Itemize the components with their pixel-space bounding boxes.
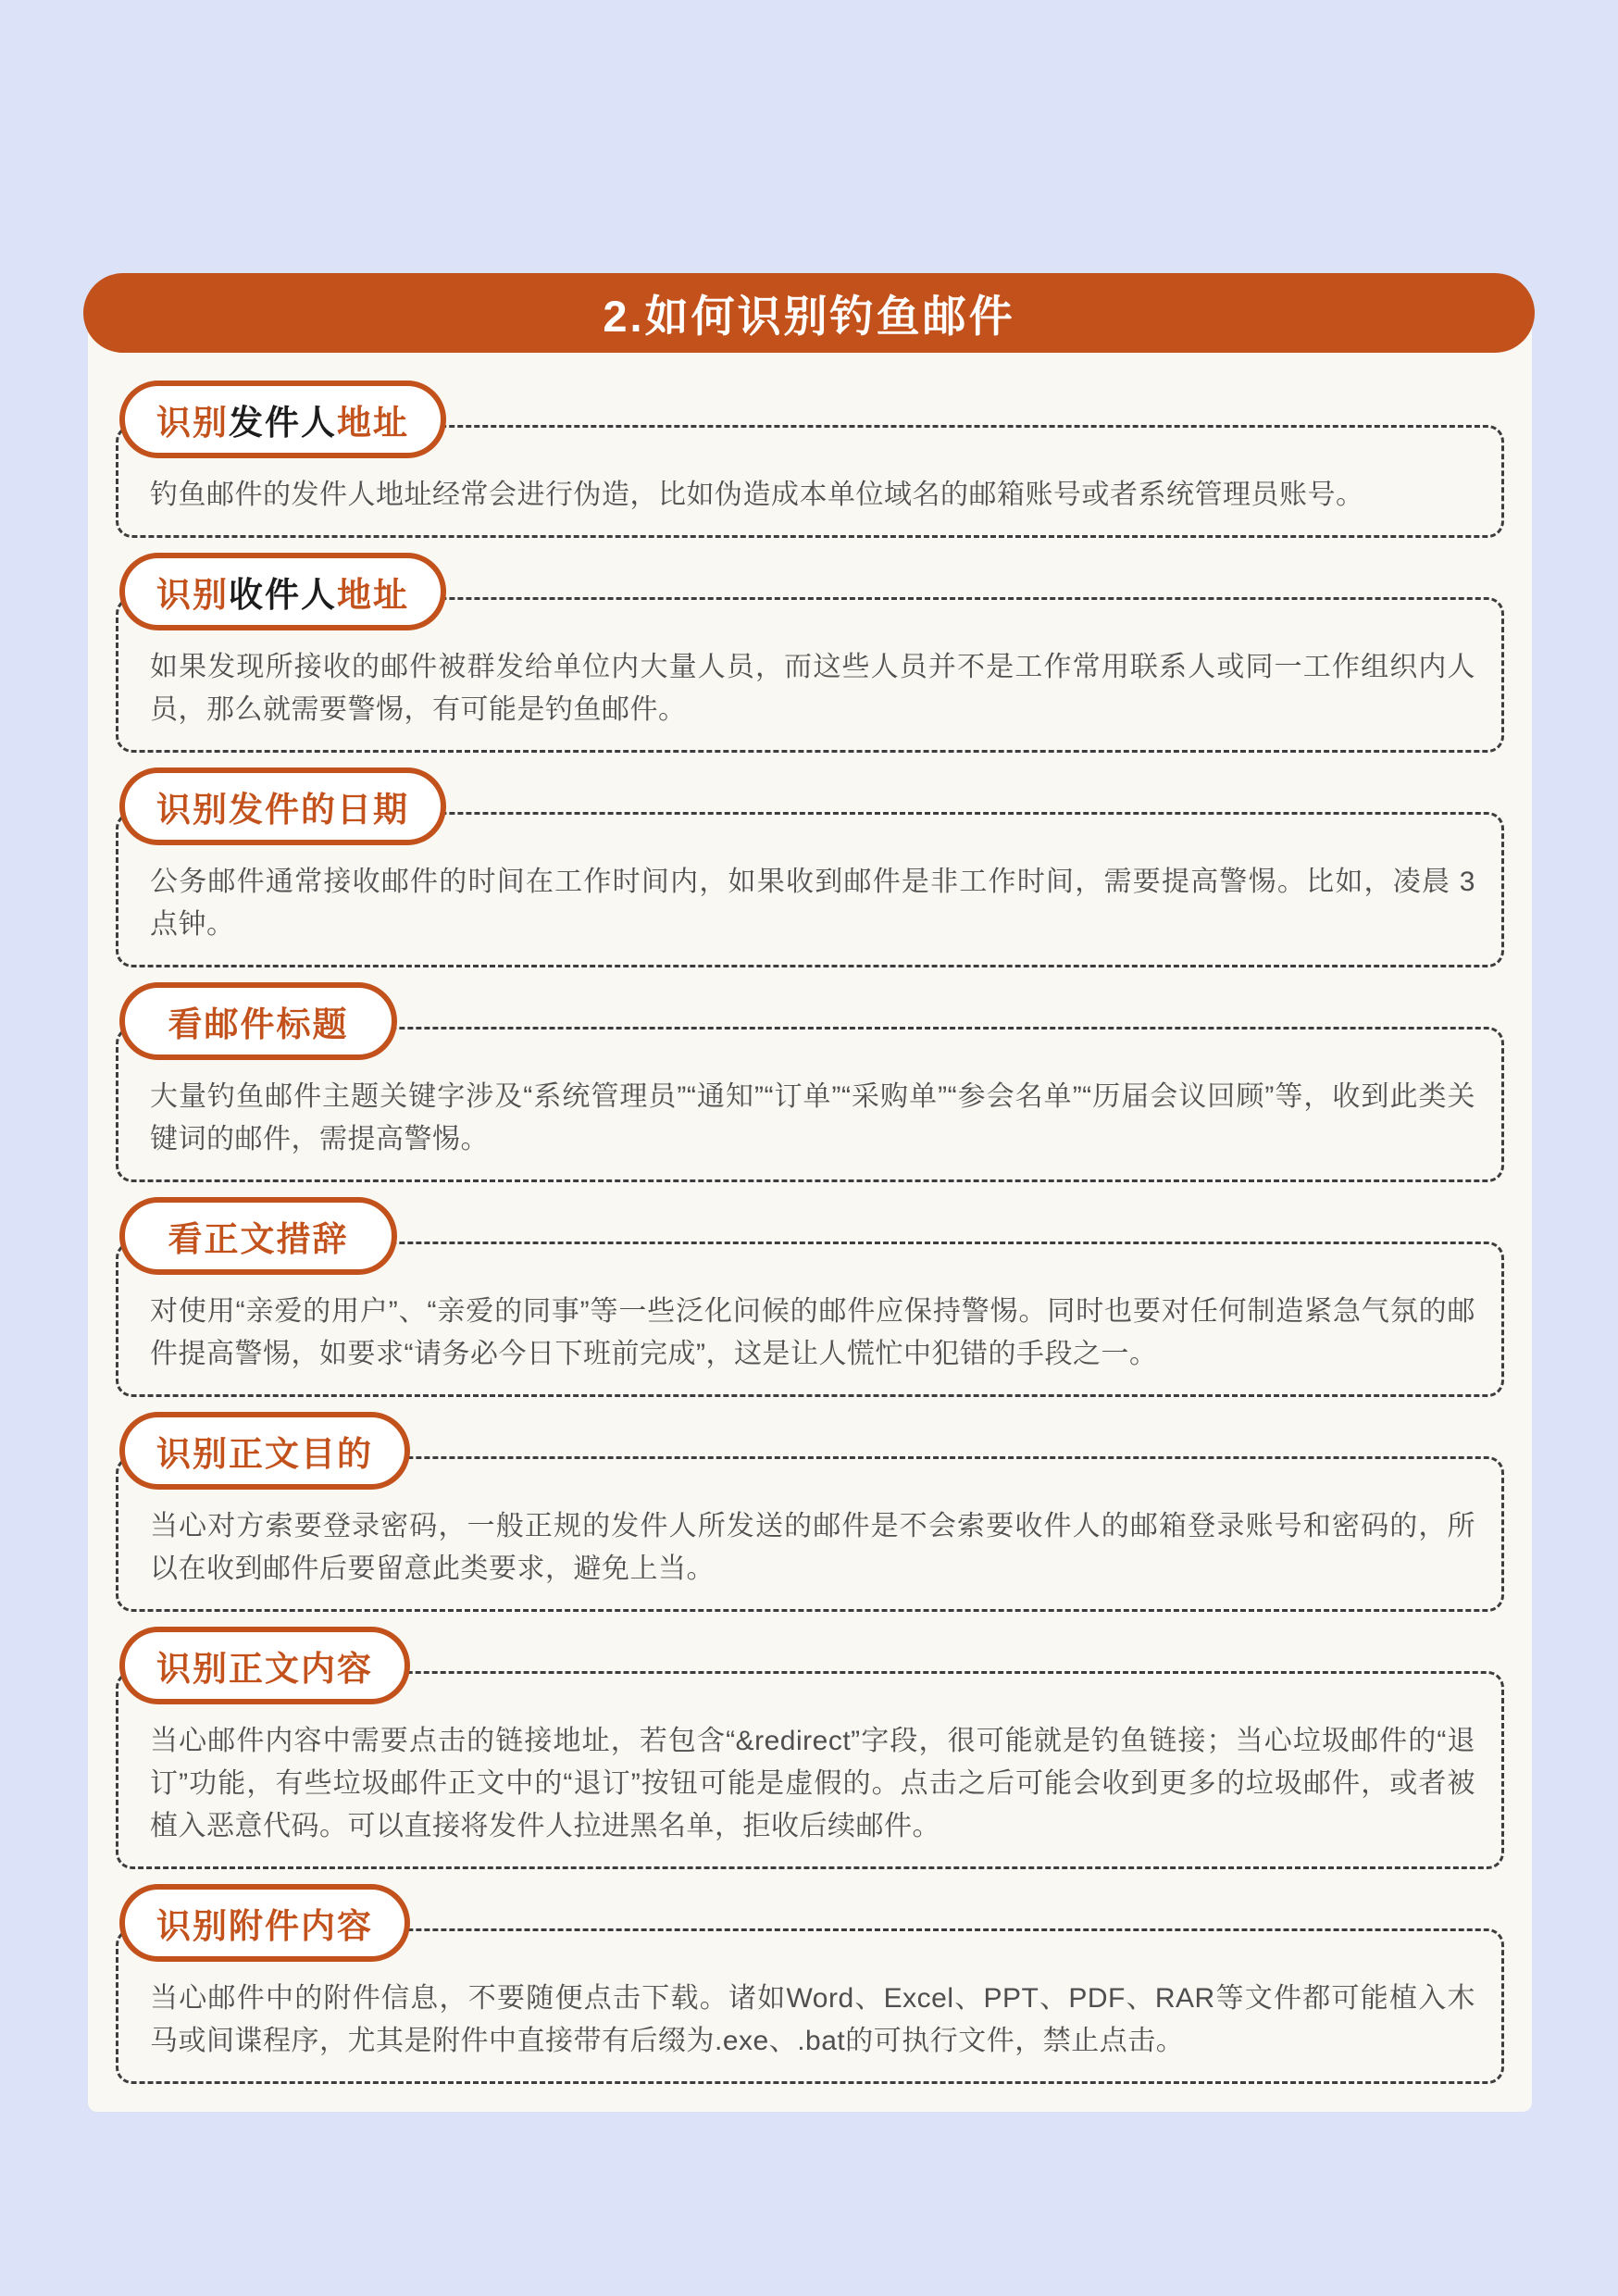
section-body-text: 钓鱼邮件的发件人地址经常会进行伪造，比如伪造成本单位域名的邮箱账号或者系统管理员账号。 [150, 480, 1364, 510]
section-body-text: 当心邮件内容中需要点击的链接地址，若包含“&redirect”字段，很可能就是钓鱼链接；当心垃圾邮件的“退订”功能，有些垃圾邮件正文中的“退订”按钮可能是虚假的。点击之后可能会收到更多的垃圾邮件，或者被植入恶意代码。可以直接将发件人拉进黑名单，拒收后续邮件。 [150, 1726, 1475, 1841]
label-part: 地址 [337, 404, 409, 442]
section-body-text: 对使用“亲爱的用户”、“亲爱的同事”等一些泛化问候的邮件应保持警惕。同时也要对任何制造紧急气氛的邮件提高警惕，如要求“请务必今日下班前完成”，这是让人慌忙中犯错的手段之一。 [150, 1296, 1475, 1369]
section-body-text: 当心对方索要登录密码，一般正规的发件人所发送的邮件是不会索要收件人的邮箱登录账号和密码的，所以在收到邮件后要留意此类要求，避免上当。 [150, 1511, 1475, 1584]
label-part: 识别发件的日期 [156, 791, 409, 829]
content-card [88, 312, 1532, 2112]
section-label-pill [119, 1197, 397, 1275]
section-purpose [116, 1412, 1504, 1612]
section-sender-address [116, 381, 1504, 538]
section-subject [116, 982, 1504, 1182]
label-part: 识别 [156, 404, 229, 442]
label-part: 识别正文目的 [156, 1435, 373, 1473]
section-body-text: 大量钓鱼邮件主题关键字涉及“系统管理员”“通知”“订单”“采购单”“参会名单”“历届会议回顾”等，收到此类关键词的邮件，需提高警惕。 [150, 1081, 1475, 1154]
section-label-pill [119, 553, 446, 630]
label-part: 收件人 [229, 576, 337, 614]
label-part: 看邮件标题 [168, 1005, 349, 1043]
section-body-text: 如果发现所接收的邮件被群发给单位内大量人员，而这些人员并不是工作常用联系人或同一工作组织内人员，那么就需要警惕，有可能是钓鱼邮件。 [150, 652, 1475, 725]
page-title: 2.如何识别钓鱼邮件 [603, 291, 1015, 341]
section-send-date [116, 767, 1504, 967]
section-recipient-address [116, 553, 1504, 753]
label-part: 看正文措辞 [168, 1220, 349, 1258]
label-part: 识别正文内容 [156, 1650, 373, 1688]
section-attachment [116, 1884, 1504, 2084]
section-label-pill [119, 1627, 410, 1704]
section-body-text: 公务邮件通常接收邮件的时间在工作时间内，如果收到邮件是非工作时间，需要提高警惕。比如，凌晨 3 点钟。 [150, 867, 1475, 940]
label-part: 识别 [156, 576, 229, 614]
page-title-banner [83, 273, 1535, 353]
section-label-pill [119, 1884, 410, 1962]
label-part: 发件人 [229, 404, 337, 442]
section-label-pill [119, 982, 397, 1060]
section-label-pill [119, 767, 446, 845]
label-part: 地址 [337, 576, 409, 614]
section-content [116, 1627, 1504, 1869]
label-part: 识别附件内容 [156, 1907, 373, 1945]
section-label-pill [119, 1412, 410, 1490]
section-body-text: 当心邮件中的附件信息，不要随便点击下载。诸如Word、Excel、PPT、PDF、RAR等文件都可能植入木马或间谍程序，尤其是附件中直接带有后缀为.exe、.bat的可执行文件，禁止点击。 [150, 1983, 1475, 2056]
section-label-pill [119, 381, 446, 458]
section-wording [116, 1197, 1504, 1397]
